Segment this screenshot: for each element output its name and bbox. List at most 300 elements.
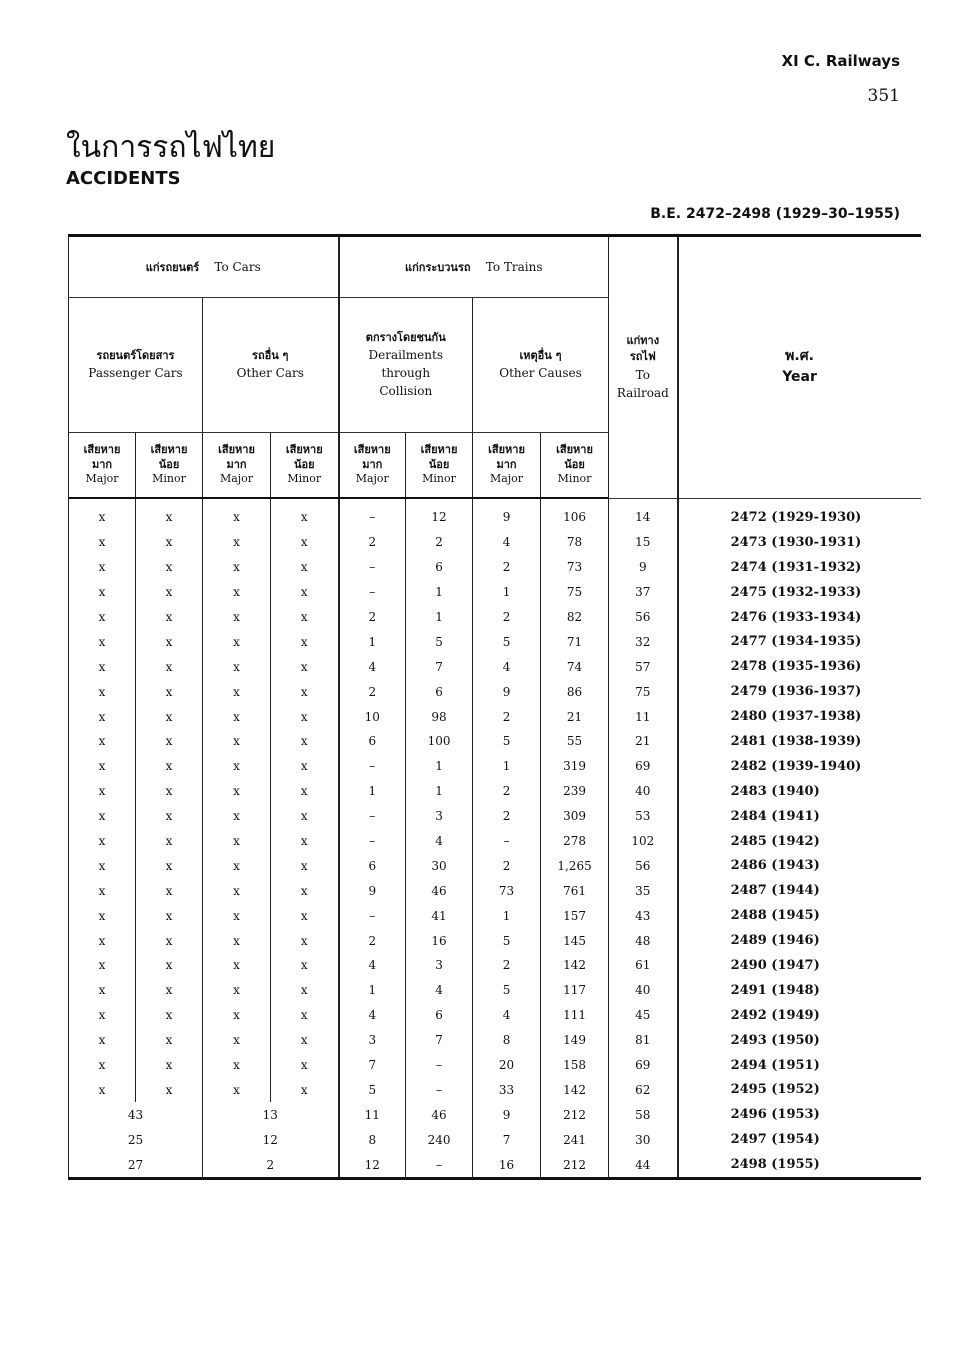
table-cell: 71 (541, 629, 609, 654)
major-header: เสียหาย มาก Major (69, 433, 136, 499)
table-cell: x (69, 530, 136, 555)
table-cell: 9 (609, 555, 678, 580)
table-cell: 56 (609, 853, 678, 878)
table-cell: 1 (339, 978, 406, 1003)
table-cell: – (339, 555, 406, 580)
table-cell: 15 (609, 530, 678, 555)
table-cell: x (136, 729, 203, 754)
table-cell: 1 (339, 629, 406, 654)
table-row (69, 498, 921, 530)
table-cell: x (271, 928, 339, 953)
table-row (69, 1152, 921, 1178)
table-row (69, 804, 921, 829)
table-cell: 2 (473, 804, 541, 829)
table-cell: x (203, 903, 271, 928)
table-cell: 27 (69, 1152, 203, 1178)
table-cell: 9 (339, 878, 406, 903)
table-cell: – (473, 829, 541, 854)
table-cell: x (271, 1028, 339, 1053)
group-header-to-trains: แก่กระบวนรถ To Trains (339, 236, 609, 298)
minor-header: เสียหาย น้อย Minor (541, 433, 609, 499)
table-cell: 111 (541, 1003, 609, 1028)
table-cell: 102 (609, 829, 678, 854)
year-cell: 2487 (1944) (678, 878, 921, 903)
table-cell: x (136, 1028, 203, 1053)
table-row (69, 754, 921, 779)
year-cell: 2488 (1945) (678, 903, 921, 928)
page-title: ACCIDENTS (66, 168, 181, 189)
table-cell: x (203, 1003, 271, 1028)
table-cell: 5 (406, 629, 473, 654)
table-row (69, 903, 921, 928)
table-cell: x (69, 580, 136, 605)
table-cell: 11 (609, 704, 678, 729)
table-cell: x (203, 878, 271, 903)
table-cell: 6 (406, 1003, 473, 1028)
table-cell: x (203, 853, 271, 878)
table-cell: x (271, 804, 339, 829)
table-row (69, 779, 921, 804)
table-cell: 240 (406, 1127, 473, 1152)
table-cell: 41 (406, 903, 473, 928)
page-number: 351 (867, 86, 900, 106)
table-cell: 73 (473, 878, 541, 903)
table-cell: x (271, 729, 339, 754)
table-cell: 30 (406, 853, 473, 878)
table-cell: 35 (609, 878, 678, 903)
table-cell: 21 (541, 704, 609, 729)
table-cell: 4 (473, 654, 541, 679)
table-cell: 3 (339, 1028, 406, 1053)
table-cell: 8 (473, 1028, 541, 1053)
table-cell: 158 (541, 1053, 609, 1078)
table-cell: 10 (339, 704, 406, 729)
year-cell: 2474 (1931-1932) (678, 555, 921, 580)
table-cell: 2 (406, 530, 473, 555)
table-cell: x (271, 654, 339, 679)
year-cell: 2473 (1930-1931) (678, 530, 921, 555)
table-row (69, 679, 921, 704)
table-cell: x (136, 903, 203, 928)
table-cell: 45 (609, 1003, 678, 1028)
table-cell: 32 (609, 629, 678, 654)
table-row (69, 530, 921, 555)
group-header-to-cars: แก่รถยนตร์ To Cars (69, 236, 339, 298)
table-cell: 75 (609, 679, 678, 704)
table-cell: x (69, 878, 136, 903)
table-cell: x (203, 754, 271, 779)
table-cell: 12 (406, 498, 473, 530)
year-cell: 2486 (1943) (678, 853, 921, 878)
year-cell: 2477 (1934-1935) (678, 629, 921, 654)
table-cell: 3 (406, 953, 473, 978)
table-cell: 2 (473, 605, 541, 630)
table-cell: x (271, 555, 339, 580)
table-cell: x (136, 779, 203, 804)
table-cell: x (136, 555, 203, 580)
table-row (69, 729, 921, 754)
table-cell: x (271, 605, 339, 630)
table-row (69, 1028, 921, 1053)
table-cell: – (406, 1053, 473, 1078)
table-cell: x (203, 779, 271, 804)
page-title-thai: ในการรถไฟไทย (66, 130, 276, 165)
table-cell: 1 (473, 903, 541, 928)
table-cell: 53 (609, 804, 678, 829)
table-cell: 5 (473, 629, 541, 654)
table-cell: 278 (541, 829, 609, 854)
table-cell: 1 (406, 779, 473, 804)
table-row (69, 953, 921, 978)
year-cell: 2497 (1954) (678, 1127, 921, 1152)
table-cell: x (136, 580, 203, 605)
table-cell: x (136, 1003, 203, 1028)
year-cell: 2484 (1941) (678, 804, 921, 829)
table-cell: x (271, 1077, 339, 1102)
table-cell: x (136, 953, 203, 978)
table-row (69, 928, 921, 953)
table-cell: x (136, 1053, 203, 1078)
table-cell: x (203, 978, 271, 1003)
table-cell: x (69, 1053, 136, 1078)
table-cell: x (69, 629, 136, 654)
other-cars-header: รถอื่น ๆ Other Cars (203, 298, 339, 433)
table-cell: x (69, 953, 136, 978)
table-cell: – (406, 1152, 473, 1178)
table-cell: 5 (473, 729, 541, 754)
table-cell: x (271, 978, 339, 1003)
table-cell: 9 (473, 498, 541, 530)
table-cell: x (69, 729, 136, 754)
table-cell: 46 (406, 878, 473, 903)
table-cell: 1 (473, 580, 541, 605)
table-cell: x (69, 498, 136, 530)
table-cell: 6 (339, 729, 406, 754)
table-cell: x (203, 1053, 271, 1078)
table-cell: 75 (541, 580, 609, 605)
table-cell: 16 (473, 1152, 541, 1178)
table-cell: 1 (339, 779, 406, 804)
table-cell: 61 (609, 953, 678, 978)
table-cell: 21 (609, 729, 678, 754)
table-cell: 20 (473, 1053, 541, 1078)
derailments-header: ตกรางโดยชนกัน Derailments through Collision (339, 298, 473, 433)
table-cell: 1 (406, 580, 473, 605)
year-cell: 2483 (1940) (678, 779, 921, 804)
table-cell: x (69, 928, 136, 953)
table-row (69, 1003, 921, 1028)
table-cell: 100 (406, 729, 473, 754)
table-cell: x (69, 1077, 136, 1102)
year-cell: 2485 (1942) (678, 829, 921, 854)
table-cell: 212 (541, 1102, 609, 1127)
table-cell: x (271, 878, 339, 903)
table-cell: x (203, 829, 271, 854)
year-cell: 2472 (1929-1930) (678, 498, 921, 530)
table-cell: x (271, 779, 339, 804)
table-cell: 319 (541, 754, 609, 779)
table-cell: 142 (541, 953, 609, 978)
table-cell: x (271, 679, 339, 704)
year-cell: 2480 (1937-1938) (678, 704, 921, 729)
table-cell: x (136, 928, 203, 953)
table-cell: 25 (69, 1127, 203, 1152)
major-header: เสียหาย มาก Major (473, 433, 541, 499)
year-cell: 2491 (1948) (678, 978, 921, 1003)
table-cell: 5 (339, 1077, 406, 1102)
table-cell: x (203, 704, 271, 729)
table-cell: 212 (541, 1152, 609, 1178)
table-cell: 142 (541, 1077, 609, 1102)
table-row (69, 555, 921, 580)
table-cell: 5 (473, 928, 541, 953)
table-cell: 1 (406, 754, 473, 779)
table-row (69, 878, 921, 903)
table-cell: 58 (609, 1102, 678, 1127)
table-row (69, 1127, 921, 1152)
railroad-header: แก่ทาง รถไฟ To Railroad (609, 236, 678, 499)
table-cell: x (136, 804, 203, 829)
table-cell: x (203, 580, 271, 605)
table-cell: 12 (339, 1152, 406, 1178)
table-cell: 9 (473, 679, 541, 704)
table-cell: x (69, 704, 136, 729)
table-cell: 7 (339, 1053, 406, 1078)
table-row (69, 978, 921, 1003)
table-cell: 5 (473, 978, 541, 1003)
table-cell: x (136, 654, 203, 679)
table-cell: x (271, 953, 339, 978)
table-cell: 1 (473, 754, 541, 779)
minor-header: เสียหาย น้อย Minor (136, 433, 203, 499)
table-cell: x (271, 704, 339, 729)
table-cell: 33 (473, 1077, 541, 1102)
table-cell: 81 (609, 1028, 678, 1053)
table-cell: 761 (541, 878, 609, 903)
table-cell: 11 (339, 1102, 406, 1127)
section-label: XI C. Railways (781, 52, 900, 70)
table-cell: 56 (609, 605, 678, 630)
table-cell: x (136, 530, 203, 555)
table-cell: 106 (541, 498, 609, 530)
table-cell: 4 (473, 530, 541, 555)
table-cell: x (136, 704, 203, 729)
table-cell: 1 (406, 605, 473, 630)
table-cell: 4 (339, 654, 406, 679)
table-cell: x (69, 679, 136, 704)
table-row (69, 1053, 921, 1078)
table-cell: x (136, 629, 203, 654)
accidents-table (68, 234, 921, 1180)
table-cell: x (203, 1077, 271, 1102)
table-cell: x (203, 605, 271, 630)
table-cell: x (69, 654, 136, 679)
table-cell: 8 (339, 1127, 406, 1152)
table-cell: 2 (339, 928, 406, 953)
table-cell: x (203, 654, 271, 679)
table-cell: x (271, 498, 339, 530)
table-cell: 62 (609, 1077, 678, 1102)
table-cell: x (69, 1028, 136, 1053)
table-cell: 2 (339, 605, 406, 630)
table-cell: x (271, 629, 339, 654)
table-cell: – (339, 754, 406, 779)
table-cell: x (203, 928, 271, 953)
table-cell: x (136, 978, 203, 1003)
year-header: พ.ศ. Year (678, 236, 921, 499)
table-cell: 309 (541, 804, 609, 829)
table-cell: x (271, 1003, 339, 1028)
table-cell: 2 (339, 679, 406, 704)
table-cell: 48 (609, 928, 678, 953)
table-cell: x (203, 1028, 271, 1053)
table-cell: 13 (203, 1102, 339, 1127)
table-cell: 1,265 (541, 853, 609, 878)
year-cell: 2478 (1935-1936) (678, 654, 921, 679)
table-cell: 4 (473, 1003, 541, 1028)
table-cell: x (69, 853, 136, 878)
table-cell: x (69, 978, 136, 1003)
table-cell: 2 (473, 853, 541, 878)
table-cell: x (136, 829, 203, 854)
table-cell: 55 (541, 729, 609, 754)
table-cell: x (136, 853, 203, 878)
table-cell: – (339, 804, 406, 829)
table-cell: x (69, 1003, 136, 1028)
table-cell: 43 (609, 903, 678, 928)
table-cell: 57 (609, 654, 678, 679)
other-causes-header: เหตุอื่น ๆ Other Causes (473, 298, 609, 433)
table-cell: 30 (609, 1127, 678, 1152)
table-cell: – (339, 903, 406, 928)
year-cell: 2481 (1938-1939) (678, 729, 921, 754)
table-cell: 6 (406, 679, 473, 704)
year-cell: 2496 (1953) (678, 1102, 921, 1127)
major-header: เสียหาย มาก Major (203, 433, 271, 499)
table-cell: 6 (406, 555, 473, 580)
table-cell: 40 (609, 779, 678, 804)
table-cell: 46 (406, 1102, 473, 1127)
period-label: B.E. 2472–2498 (1929–30–1955) (650, 206, 900, 222)
table-cell: x (271, 754, 339, 779)
table-cell: 2 (473, 704, 541, 729)
table-cell: 69 (609, 1053, 678, 1078)
table-row (69, 1102, 921, 1127)
table-cell: x (203, 498, 271, 530)
table-cell: 86 (541, 679, 609, 704)
minor-header: เสียหาย น้อย Minor (271, 433, 339, 499)
table-cell: 74 (541, 654, 609, 679)
table-cell: x (271, 1053, 339, 1078)
table-cell: 14 (609, 498, 678, 530)
table-cell: 78 (541, 530, 609, 555)
year-cell: 2476 (1933-1934) (678, 605, 921, 630)
table-cell: 69 (609, 754, 678, 779)
major-header: เสียหาย มาก Major (339, 433, 406, 499)
table-cell: 7 (406, 1028, 473, 1053)
year-cell: 2479 (1936-1937) (678, 679, 921, 704)
table-row (69, 853, 921, 878)
table-cell: x (136, 878, 203, 903)
table-cell: 43 (69, 1102, 203, 1127)
year-cell: 2492 (1949) (678, 1003, 921, 1028)
year-cell: 2490 (1947) (678, 953, 921, 978)
table-cell: – (339, 498, 406, 530)
table-cell: 2 (339, 530, 406, 555)
table-cell: x (69, 804, 136, 829)
year-cell: 2482 (1939-1940) (678, 754, 921, 779)
table-cell: 2 (203, 1152, 339, 1178)
table-cell: x (69, 829, 136, 854)
table-cell: 12 (203, 1127, 339, 1152)
table-cell: 239 (541, 779, 609, 804)
table-row (69, 605, 921, 630)
table-body (69, 498, 921, 1179)
table-cell: x (203, 729, 271, 754)
table-cell: x (69, 555, 136, 580)
table-cell: 44 (609, 1152, 678, 1178)
table-cell: x (271, 530, 339, 555)
table-cell: x (271, 580, 339, 605)
table-cell: 7 (473, 1127, 541, 1152)
table-cell: x (136, 679, 203, 704)
table-cell: 4 (406, 829, 473, 854)
passenger-cars-header: รถยนตร์โดยสาร Passenger Cars (69, 298, 203, 433)
table-cell: 145 (541, 928, 609, 953)
table-row (69, 654, 921, 679)
table-cell: x (271, 903, 339, 928)
table-cell: 9 (473, 1102, 541, 1127)
table-cell: x (203, 953, 271, 978)
table-cell: 2 (473, 555, 541, 580)
table-cell: x (203, 629, 271, 654)
table-cell: 4 (339, 1003, 406, 1028)
year-cell: 2494 (1951) (678, 1053, 921, 1078)
table-cell: 7 (406, 654, 473, 679)
table-cell: x (136, 498, 203, 530)
year-cell: 2489 (1946) (678, 928, 921, 953)
table-cell: x (203, 555, 271, 580)
table-cell: x (271, 829, 339, 854)
table-cell: x (69, 754, 136, 779)
table-cell: 3 (406, 804, 473, 829)
table-row (69, 704, 921, 729)
table-cell: 2 (473, 779, 541, 804)
table-cell: – (339, 580, 406, 605)
table-cell: 98 (406, 704, 473, 729)
year-cell: 2493 (1950) (678, 1028, 921, 1053)
table-row (69, 829, 921, 854)
table-cell: – (406, 1077, 473, 1102)
table-cell: x (203, 804, 271, 829)
table-cell: 40 (609, 978, 678, 1003)
table-cell: 4 (406, 978, 473, 1003)
year-cell: 2495 (1952) (678, 1077, 921, 1102)
table-cell: x (271, 853, 339, 878)
minor-header: เสียหาย น้อย Minor (406, 433, 473, 499)
table-cell: 149 (541, 1028, 609, 1053)
table-cell: 4 (339, 953, 406, 978)
year-cell: 2498 (1955) (678, 1152, 921, 1178)
table-row (69, 1077, 921, 1102)
table-cell: x (136, 605, 203, 630)
table-cell: 16 (406, 928, 473, 953)
table-cell: 82 (541, 605, 609, 630)
table-cell: x (69, 903, 136, 928)
table-cell: x (69, 605, 136, 630)
table-cell: 117 (541, 978, 609, 1003)
table-cell: x (203, 530, 271, 555)
